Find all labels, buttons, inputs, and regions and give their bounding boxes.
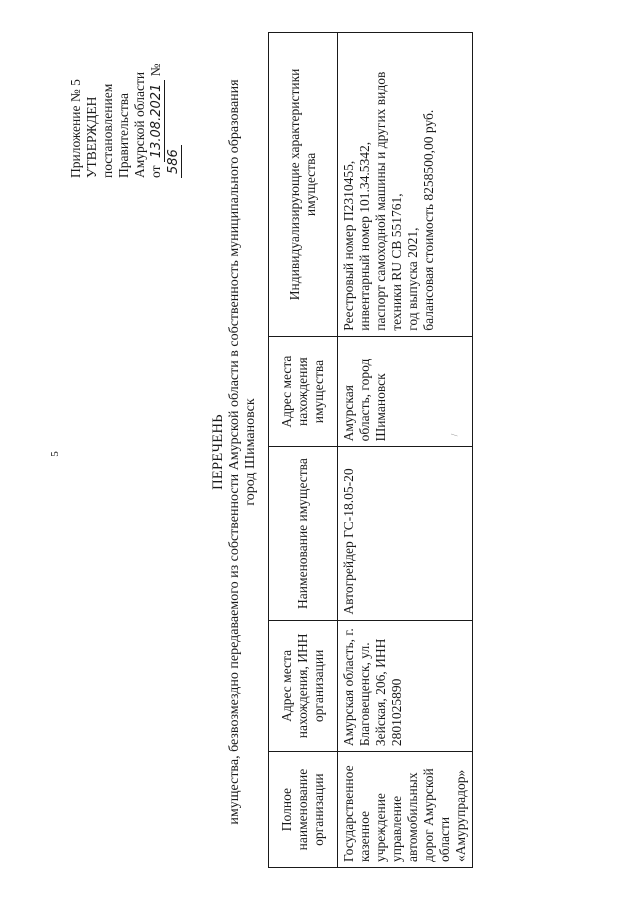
header-property-name: Наименование имущества [269, 447, 338, 620]
header-property-address: Адрес места нахождения имущества [269, 336, 338, 447]
handwritten-date: 13.08.2021 [149, 80, 165, 162]
region-label: Амурской области [132, 71, 147, 178]
title-line-1: имущества, безвозмездно передаваемого из собственности Амурской области в собственность муниципального образования [227, 79, 242, 825]
characteristic-line: год выпуска 2021, [405, 227, 420, 331]
table-row [338, 33, 473, 868]
approved-label: УТВЕРЖДЕН [84, 96, 99, 178]
cell-org-name: Государственное казенное учреждение управление автомобильных дорог Амурской области «Амурупрадор» [338, 752, 473, 868]
header-characteristics: Индивидуализирующие характеристики имущества [269, 33, 338, 337]
date-number-line [148, 28, 182, 178]
cell-property-address: Амурская область, город Шимановск [338, 336, 473, 447]
resolution-label: постановлением Правительства [100, 83, 131, 178]
header-org-address: Адрес места нахождения, ИНН организации [269, 620, 338, 752]
title-line-2: город Шимановск [243, 398, 258, 506]
title-heading: ПЕРЕЧЕНЬ [210, 414, 226, 490]
rotated-landscape-content [40, 22, 600, 882]
handwritten-number: 586 [166, 145, 182, 178]
characteristic-line: инвентарный номер 101.34.5342, [357, 141, 372, 331]
number-prefix: № [148, 63, 163, 77]
appendix-label: Приложение № 5 [68, 79, 83, 178]
date-prefix: от [148, 165, 163, 178]
cell-org-address: Амурская область, г. Благовещенск, ул. Зейская, 206, ИНН 2801025890 [338, 620, 473, 752]
page-number: 5 [48, 451, 61, 457]
characteristic-line: балансовая стоимость 8258500,00 руб. [421, 109, 436, 331]
table-header-row [269, 33, 338, 868]
characteristic-line: Реестровый номер П2310455, [341, 160, 356, 331]
characteristic-line: паспорт самоходной машины и других видов техники RU CB 551761, [373, 71, 404, 331]
document-title [210, 22, 259, 882]
header-org-name: Полное наименование организации [269, 752, 338, 868]
approval-stamp-block [68, 28, 182, 178]
cell-characteristics [338, 33, 473, 337]
cell-property-name: Автогрейдер ГС-18.05-20 [338, 447, 473, 620]
stray-mark: / [449, 433, 460, 437]
property-table [268, 32, 473, 868]
